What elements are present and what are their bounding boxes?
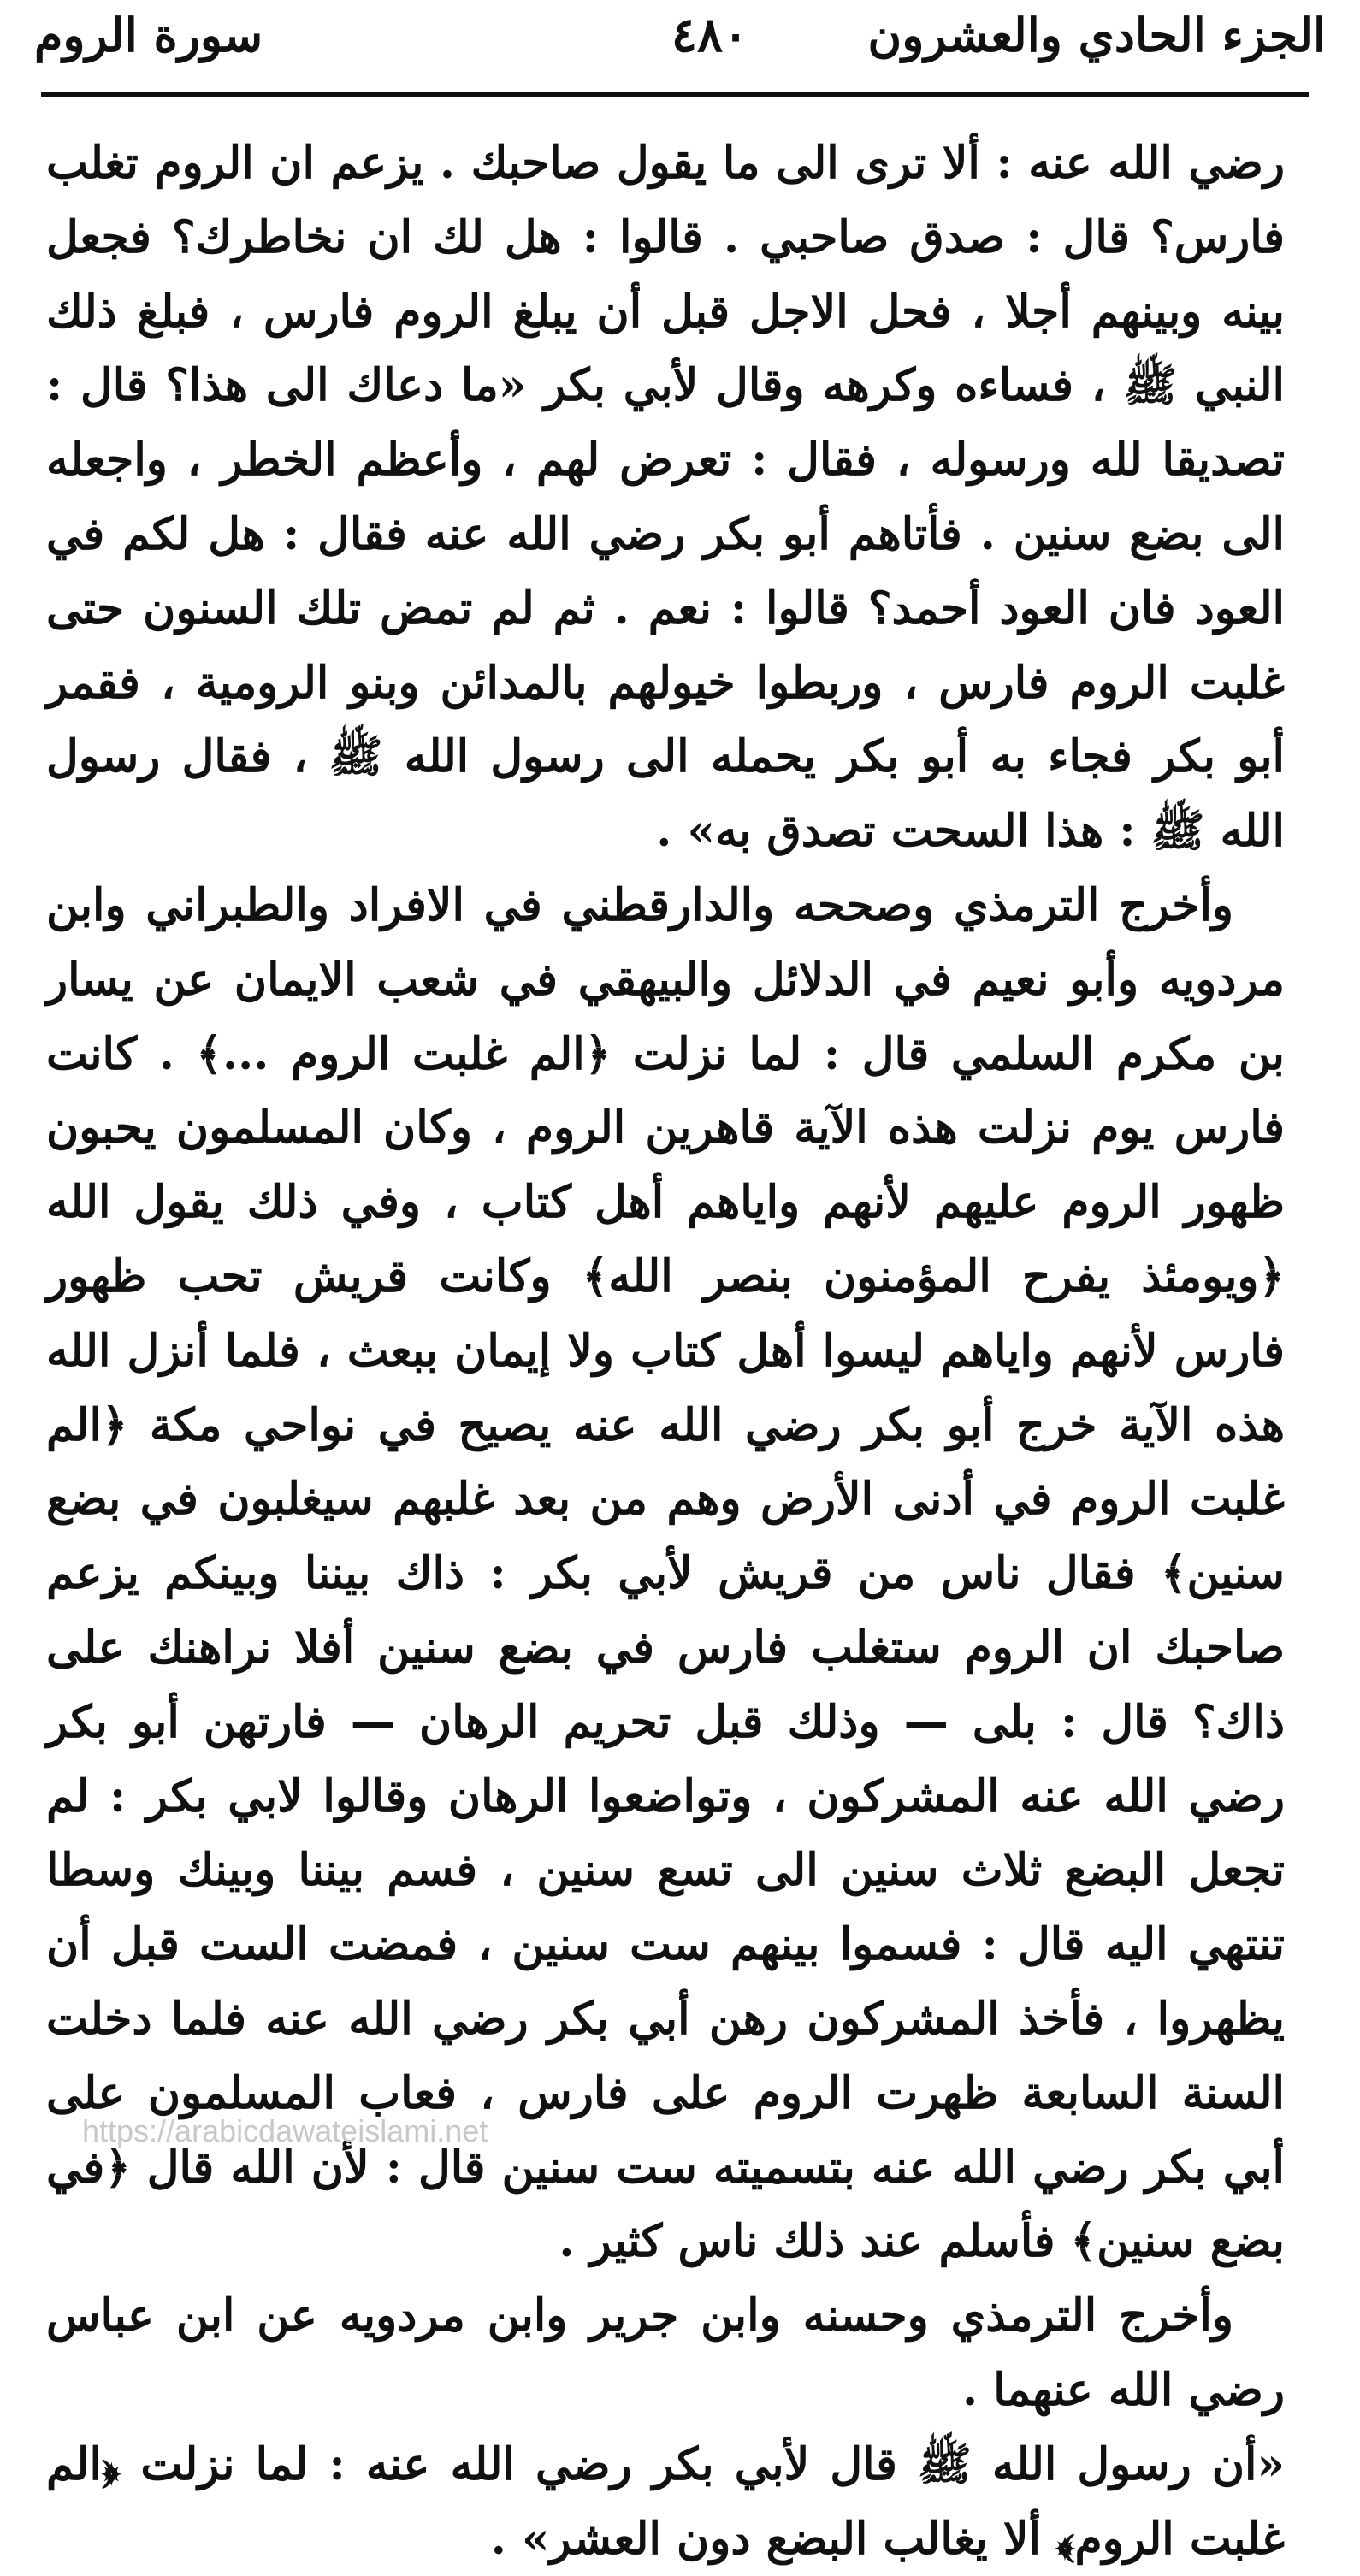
paragraph-4: «أن رسول الله ﷺ قال لأبي بكر رضي الله عنه : لما نزلت ﴿الم غلبت الروم﴾ ألا يغالب البضع دون العشر» . xyxy=(46,2437,1285,2565)
paragraph-1: رضي الله عنه : ألا ترى الى ما يقول صاحبك . يزعم ان الروم تغلب فارس؟ قال : صدق صاحبي . قالوا : هل لك ان نخاطرك؟ فجعل بينه وبينهم أجلا ، فحل الاجل قبل أن يبلغ الروم فارس ، فبلغ ذلك النبي ﷺ ، فساءه وكرهه وقال لأبي بكر «ما دعاك الى هذا؟ قال : تصديقا لله ورسوله ، فقال : تعرض لهم ، وأعظم الخطر ، واجعله الى بضع سنين . فأتاهم أبو بكر رضي الله عنه فقال : هل لكم في العود فان العود أحمد؟ قالوا : نعم . ثم لم تمض تلك السنون حتى غلبت الروم فارس ، وربطوا خيولهم بالمدائن وبنو الرومية ، فقمر أبو بكر فجاء به أبو بكر يحمله الى رسول الله ﷺ ، فقال رسول الله ﷺ : هذا السحت تصدق به» . xyxy=(46,137,1286,858)
header-divider xyxy=(41,92,1309,97)
paragraph-2: وأخرج الترمذي وصححه والدارقطني في الافراد والطبراني وابن مردويه وأبو نعيم في الدلائل والبيهقي في شعب الايمان عن يسار بن مكرم السلمي قال : لما نزلت ﴿الم غلبت الروم ...﴾ . كانت فارس يوم نزلت هذه الآية قاهرين الروم ، وكان المسلمون يحبون ظهور الروم عليهم لأنهم واياهم أهل كتاب ، وفي ذلك يقول الله ﴿ويومئذ يفرح المؤمنون بنصر الله﴾ وكانت قريش تحب ظهور فارس لأنهم واياهم ليسوا أهل كتاب ولا إيمان ببعث ، فلما أنزل الله هذه الآية خرج أبو بكر رضي الله عنه يصيح في نواحي مكة ﴿الم غلبت الروم في أدنى الأرض وهم من بعد غلبهم سيغلبون في بضع سنين﴾ فقال ناس من قريش لأبي بكر : ذاك بيننا وبينكم يزعم صاحبك ان الروم ستغلب فارس في بضع سنين أفلا نراهنك على ذاك؟ قال : بلى — وذلك قبل تحريم الرهان — فارتهن أبو بكر رضي الله عنه المشركون ، وتواضعوا الرهان وقالوا لابي بكر : لم تجعل البضع ثلاث سنين الى تسع سنين ، فسم بيننا وبينك وسطا تنتهي اليه قال : فسموا بينهم ست سنين ، فمضت الست قبل أن يظهروا ، فأخذ المشركون رهن أبي بكر رضي الله عنه فلما دخلت السنة السابعة ظهرت الروم على فارس ، فعاب المسلمون على أبي بكر رضي الله عنه بتسميته ست سنين قال : لأن الله قال ﴿في بضع سنين﴾ فأسلم عند ذلك ناس كثير . xyxy=(46,878,1285,2268)
part-title: الجزء الحادي والعشرون xyxy=(867,8,1326,62)
page-header xyxy=(34,0,1326,94)
page-body xyxy=(46,127,1285,2576)
paragraph-3: وأخرج الترمذي وحسنه وابن جرير وابن مردويه عن ابن عباس رضي الله عنهما . xyxy=(46,2289,1285,2416)
surah-title: سورة الروم xyxy=(34,8,263,62)
page-number: ٤٨٠ xyxy=(671,7,749,63)
watermark-url: https://arabicdawateislami.net xyxy=(82,2113,488,2148)
